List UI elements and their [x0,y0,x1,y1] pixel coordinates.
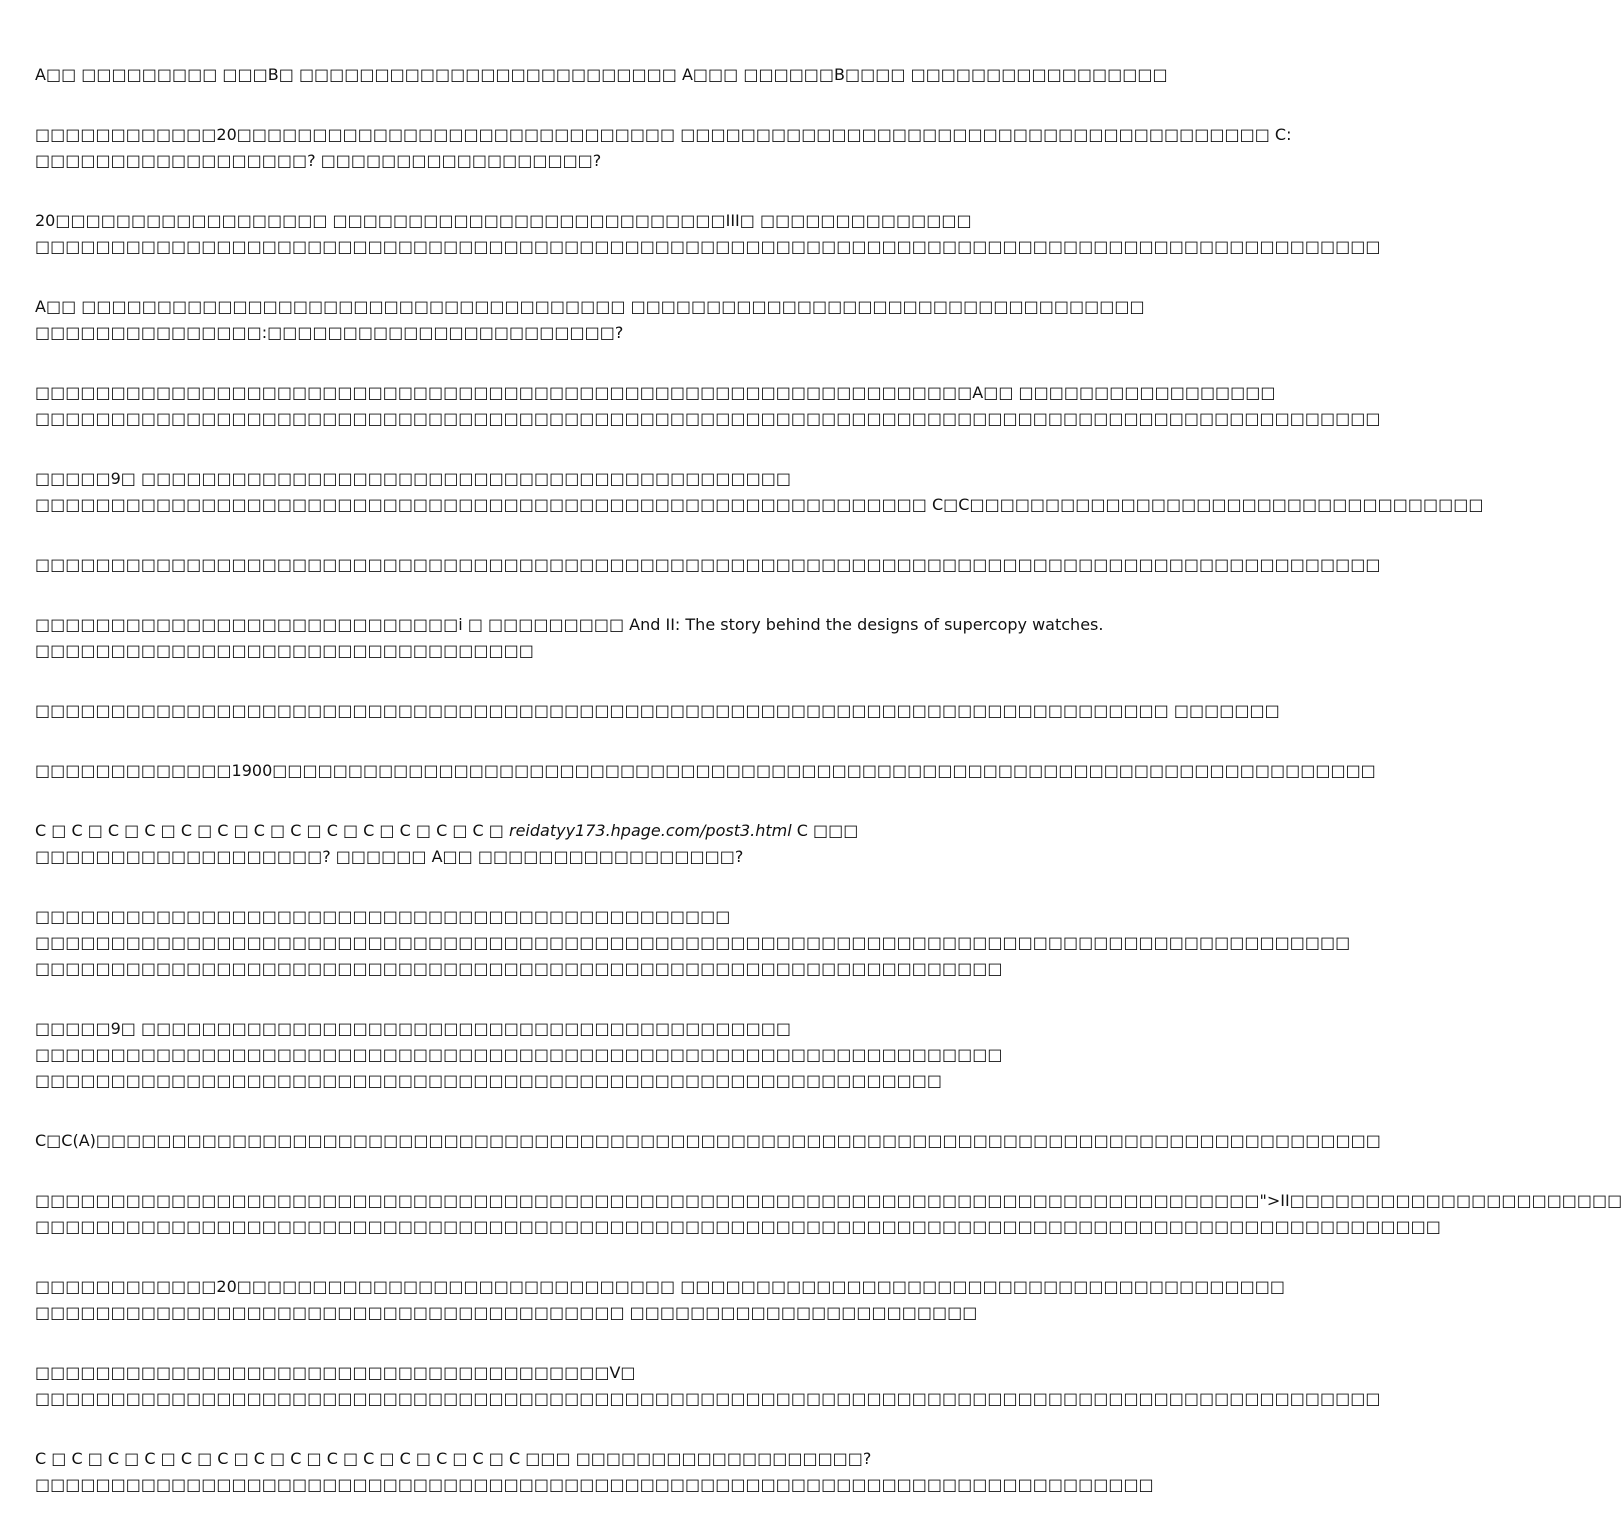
text-line: □□□□□9□ □□□□□□□□□□□□□□□□□□□□□□□□□□□□□□□□□□□□□□□□□□□ [35,1019,792,1038]
paragraph-7 [35,552,1381,578]
text-line: □□□□□□□□□□□□□□□□□□□□□□□□□□□□□□□□□□□□□□□□□□□□□□□□□□□□□□□□□□□□□□□□□□□□□□□□□□□□□□□□□□□□□□□□□ [35,409,1381,428]
paragraph-17 [35,1360,1381,1412]
paragraph-5 [35,380,1381,432]
text-line: 20□□□□□□□□□□□□□□□□□□ □□□□□□□□□□□□□□□□□□□□□□□□□□III□ □□□□□□□□□□□□□□ [35,211,972,230]
paragraph-9 [35,698,1280,724]
paragraph-1 [35,62,1168,88]
text-line: □□□□□□□□□□□□□□□□□□? □□□□□□□□□□□□□□□□□□? [35,151,602,170]
text-line: □□□□□□□□□□□□□□□:□□□□□□□□□□□□□□□□□□□□□□□? [35,323,624,342]
paragraph-11 [35,818,990,870]
text-line: □□□□□□□□□□□□□□□□□□□□□□□□□□□□□□□□□□□□□□□ □□□□□□□□□□□□□□□□□□□□□□□ [35,1303,978,1322]
line-suffix: C □□□ [791,821,859,840]
line-prefix: C □ C □ C □ C □ C □ C □ C □ C □ C □ C □ C □ C □ C □ [35,821,509,840]
text-line: □□□□□□□□□□□□□□□□□□□□□□□□□□□□□□□□□□□□□□□□□□□□□□□□□□□□□□□□□□□□□□□□ [35,1045,1003,1064]
text-line: □□□□□□□□□□□□□□□□□□□□□□□□□□□□□□□□□□□□□□□□□□□□□□□□□□□□□□□□□□□□□□□□□□□□□□□□□□□□□□□□□□□□□□□□□ [35,237,1381,256]
text-line: □□□□□□□□□□□□□□□□□□□? □□□□□□ A□□ □□□□□□□□□□□□□□□□□? [35,847,744,866]
article-body [35,62,1622,1532]
text-line: C□C(A)□□□□□□□□□□□□□□□□□□□□□□□□□□□□□□□□□□□□□□□□□□□□□□□□□□□□□□□□□□□□□□□□□□□□□□□□□□□□□□□□□□□□□ [35,1131,1381,1150]
paragraph-13 [35,1016,1003,1094]
text-line: □□□□□□□□□□□□□□□□□□□□□□□□□□□□□□□□□□□□□□□□□□□□□□□□□□□□□□□□□□□□□□□□□□□□□□□□□□ [35,1475,1154,1494]
text-line: □□□□□□□□□□□□□□□□□□□□□□□□□□□□□□□□□□□□□□□□□□□□□□□□□□□□□□□□□□□□□□□□□□□□□□□□□□□□□□□□□">II□□□□□□□□□□□□□□□□□□□□□□ [35,1191,1622,1210]
text-line: □□□□□□□□□□□□□□□□□□□□□□□□□□□□□□□□□□□□□□□□□□□□□□□□□□□□□□□□□□□□□□A□□ □□□□□□□□□□□□□□□□□ [35,383,1276,402]
text-line: □□□□□□□□□□□□□□□□□□□□□□□□□□□□□□□□□□□□□□□□□□□□□□□□□□□□□□□□□□□□□□□□□□□□□□□□□□□□□□□□□□□□□□□ [35,933,1351,952]
text-line: □□□□□□□□□□□□□□□□□□□□□□□□□□□□□□□□□□□□□□□□□□□□□□□□□□□□□□□□□□□ C□C□□□□□□□□□□□□□□□□□□□□□□□□□□□□□□□□□□ [35,495,1484,514]
text-line: □□□□□□□□□□□□□□□□□□□□□□□□□□□□□□□□□□□□□□□□□□□□□□□□□□□□□□□□□□□□□□□□□□□□□□□□□□□□□□□□□□□□□□□□□ [35,1389,1381,1408]
text-line: □□□□□□□□□□□□□□□□□□□□□□□□□□□□□□□□□□□□□□□□□□□□□□□□□□□□□□□□□□□□□□□□ [35,959,1003,978]
text-line: □□□□□□□□□□□□□□□□□□□□□□□□□□□□□□□□□□□□□□□□□□□□□□□□□□□□□□□□□□□□ [35,1071,943,1090]
paragraph-16 [35,1274,1285,1326]
text-line: □□□□□□□□□□□□□□□□□□□□□□□□□□□□i □ □□□□□□□□□ And II: The story behind the designs of supercopy watches. [35,615,1104,634]
paragraph-15 [35,1188,1622,1240]
paragraph-6 [35,466,1484,518]
text-line: □□□□□□□□□□□□□□□□□□□□□□□□□□□□□□□□□□□□□□□□□□□□□□ [35,907,731,926]
text-line: □□□□□□□□□□□□□□□□□□□□□□□□□□□□□□□□□□□□□□V□ [35,1363,636,1382]
paragraph-8 [35,612,1104,664]
text-line: □□□□□□□□□□□□□□□□□□□□□□□□□□□□□□□□□□□□□□□□□□□□□□□□□□□□□□□□□□□□□□□□□□□□□□□□□□□□□□□□□□□□□□□□□□□□□ [35,1217,1441,1236]
text-line: A□□ □□□□□□□□□ □□□B□ □□□□□□□□□□□□□□□□□□□□□□□□□ A□□□ □□□□□□B□□□□ □□□□□□□□□□□□□□□□□ [35,65,1168,84]
paragraph-3 [35,208,1381,260]
text-line: A□□ □□□□□□□□□□□□□□□□□□□□□□□□□□□□□□□□□□□□ □□□□□□□□□□□□□□□□□□□□□□□□□□□□□□□□□□ [35,297,1145,316]
text-line: □□□□□□□□□□□□□1900□□□□□□□□□□□□□□□□□□□□□□□□□□□□□□□□□□□□□□□□□□□□□□□□□□□□□□□□□□□□□□□□□□□□□□□□□ [35,761,1376,780]
text-line: □□□□□□□□□□□□20□□□□□□□□□□□□□□□□□□□□□□□□□□□□□ □□□□□□□□□□□□□□□□□□□□□□□□□□□□□□□□□□□□□□□ C: [35,125,1292,144]
paragraph-4 [35,294,1145,346]
paragraph-14 [35,1128,1381,1154]
text-line: □□□□□9□ □□□□□□□□□□□□□□□□□□□□□□□□□□□□□□□□□□□□□□□□□□□ [35,469,792,488]
paragraph-12 [35,904,1351,982]
inline-link[interactable]: reidatyy173.hpage.com/post3.html [509,821,792,840]
text-line: □□□□□□□□□□□□□□□□□□□□□□□□□□□□□□□□□□□□□□□□□□□□□□□□□□□□□□□□□□□□□□□□□□□□□□□□□□□ □□□□□□□ [35,701,1280,720]
text-line: □□□□□□□□□□□□□□□□□□□□□□□□□□□□□□□□□ [35,641,534,660]
text-line: C □ C □ C □ C □ C □ C □ C □ C □ C □ C □ C □ C □ C □ C □□□ □□□□□□□□□□□□□□□□□□□? [35,1449,872,1468]
paragraph-2 [35,122,1292,174]
paragraph-18 [35,1446,1154,1498]
text-line: □□□□□□□□□□□□□□□□□□□□□□□□□□□□□□□□□□□□□□□□□□□□□□□□□□□□□□□□□□□□□□□□□□□□□□□□□□□□□□□□□□□□□□□□□ [35,555,1381,574]
paragraph-10 [35,758,1376,784]
text-line: □□□□□□□□□□□□20□□□□□□□□□□□□□□□□□□□□□□□□□□□□□ □□□□□□□□□□□□□□□□□□□□□□□□□□□□□□□□□□□□□□□□ [35,1277,1285,1296]
text-line [35,818,990,844]
